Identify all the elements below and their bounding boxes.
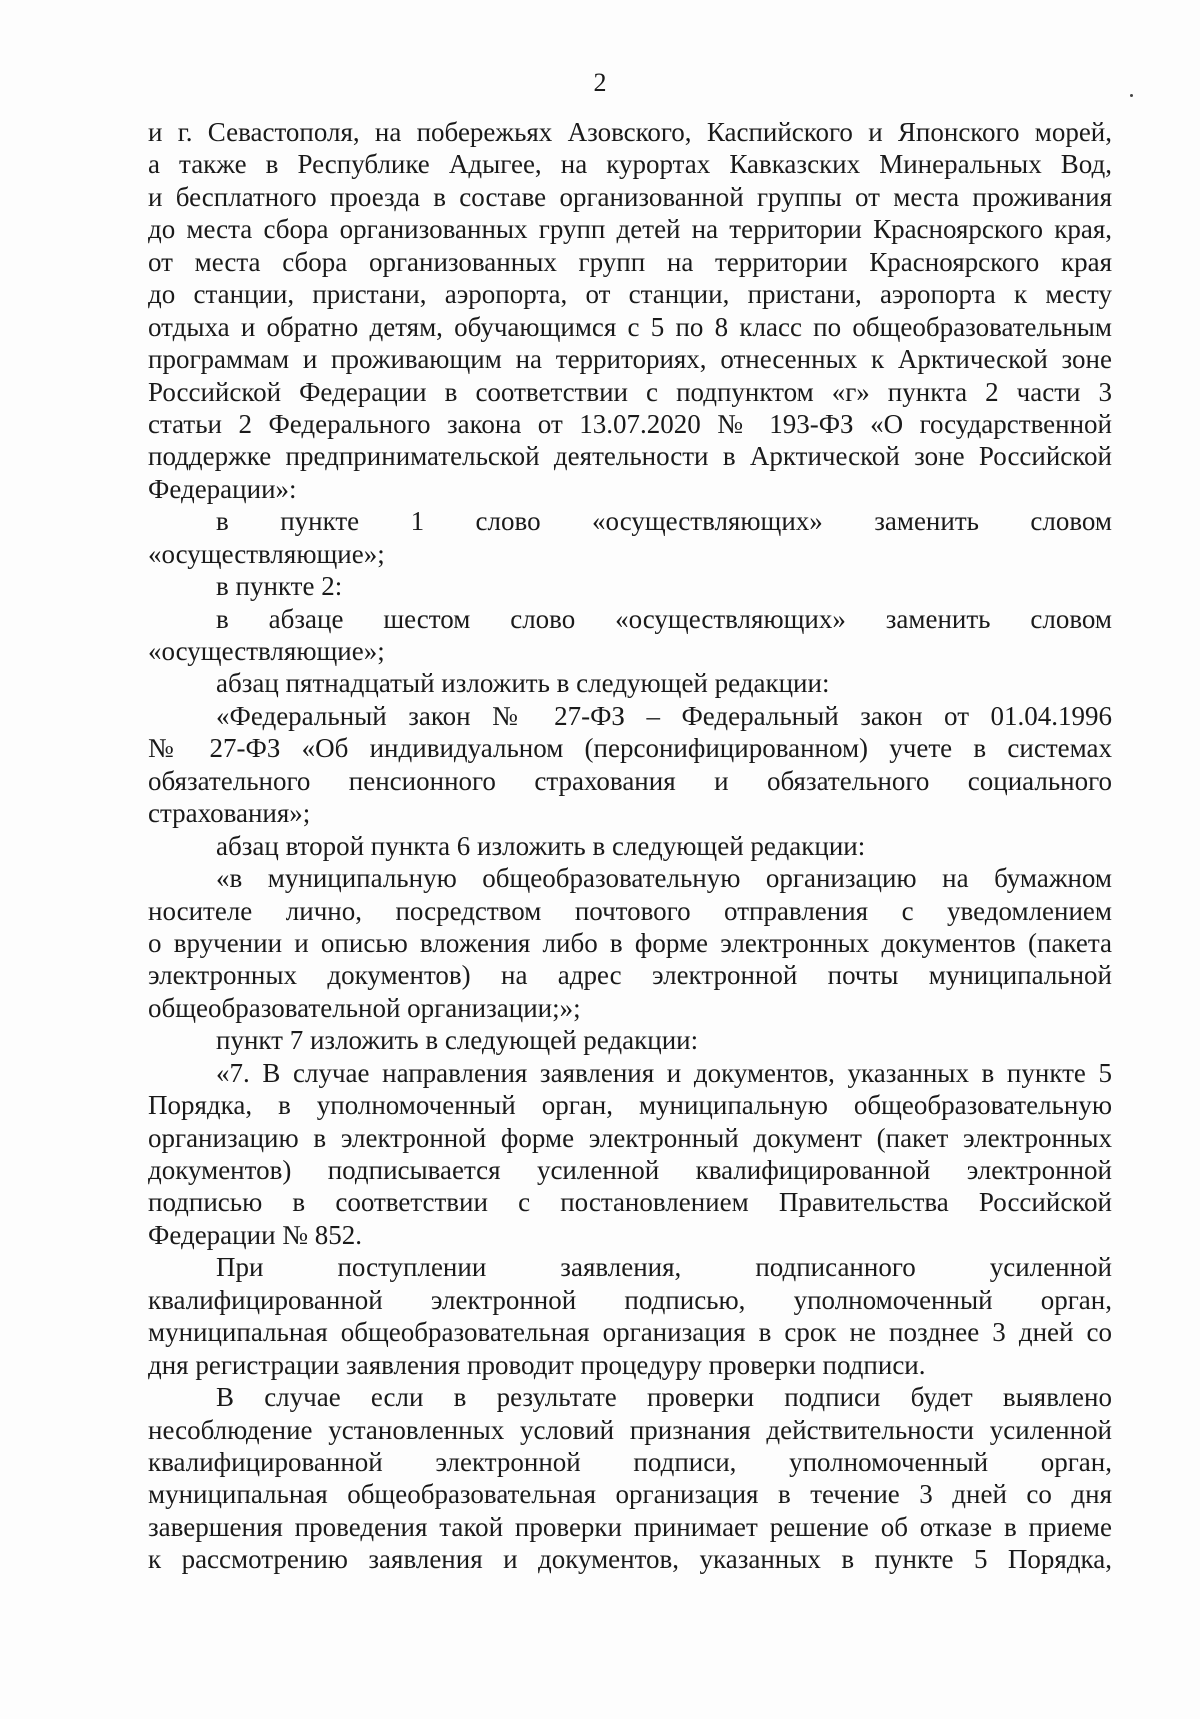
text-line: носителе лично, посредством почтового отправления с уведомлением xyxy=(148,895,1112,926)
text-line: поддержке предпринимательской деятельности в Арктической зоне Российской xyxy=(148,441,1112,472)
text-line: пункт 7 изложить в следующей редакции: xyxy=(216,1025,699,1056)
text-line: муниципальная общеобразовательная организация в срок не позднее 3 дней со xyxy=(148,1317,1112,1348)
page-number: 2 xyxy=(593,68,607,97)
text-line: и бесплатного проезда в составе организованной группы от места проживания xyxy=(148,181,1112,212)
text-line: абзац пятнадцатый изложить в следующей редакции: xyxy=(216,668,830,699)
text-line: о вручении и описью вложения либо в форме электронных документов (пакета xyxy=(148,927,1112,958)
text-line: электронных документов) на адрес электронной почты муниципальной xyxy=(148,960,1112,991)
text-line: квалифицированной электронной подписью, уполномоченный орган, xyxy=(148,1284,1112,1315)
text-line: «в муниципальную общеобразовательную организацию на бумажном xyxy=(216,863,1112,894)
text-line: в пункте 2: xyxy=(216,571,343,602)
text-line: «Федеральный закон № 27-ФЗ – Федеральный закон от 01.04.1996 xyxy=(216,700,1112,731)
text-line: абзац второй пункта 6 изложить в следующей редакции: xyxy=(216,830,866,861)
text-line: «осуществляющие»; xyxy=(148,636,385,666)
text-line: Российской Федерации в соответствии с подпунктом «г» пункта 2 части 3 xyxy=(148,376,1112,407)
text-line: до места сбора организованных групп детей на территории Красноярского края, xyxy=(148,214,1112,245)
text-line: «7. В случае направления заявления и документов, указанных в пункте 5 xyxy=(216,1057,1112,1088)
text-line: Федерации»: xyxy=(148,473,297,504)
text-line: № 27-ФЗ «Об индивидуальном (персонифицированном) учете в системах xyxy=(148,733,1112,764)
document-body xyxy=(148,116,1112,1576)
text-line: несоблюдение установленных условий признания действительности усиленной xyxy=(148,1414,1112,1445)
text-line: квалифицированной электронной подписи, уполномоченный орган, xyxy=(148,1446,1112,1477)
text-line: При поступлении заявления, подписанного усиленной xyxy=(216,1252,1112,1283)
text-line: от места сбора организованных групп на территории Красноярского края xyxy=(148,246,1112,277)
text-line: организацию в электронной форме электронный документ (пакет электронных xyxy=(148,1122,1112,1153)
text-line: обязательного пенсионного страхования и обязательного социального xyxy=(148,765,1112,796)
text-line: программам и проживающим на территориях, отнесенных к Арктической зоне xyxy=(148,344,1112,375)
text-line: документов) подписывается усиленной квалифицированной электронной xyxy=(148,1155,1112,1185)
text-line: общеобразовательной организации;»; xyxy=(148,992,581,1023)
text-line: Федерации № 852. xyxy=(148,1219,363,1250)
text-line: в абзаце шестом слово «осуществляющих» заменить словом xyxy=(216,603,1112,634)
scan-speck-mark xyxy=(1130,94,1133,97)
text-line: в пункте 1 слово «осуществляющих» заменить словом xyxy=(216,506,1112,537)
text-line: отдыха и обратно детям, обучающимся с 5 по 8 класс по общеобразовательным xyxy=(148,311,1112,342)
text-line: подписью в соответствии с постановлением Правительства Российской xyxy=(148,1187,1112,1218)
text-line: а также в Республике Адыгее, на курортах Кавказских Минеральных Вод, xyxy=(148,149,1112,180)
text-line: «осуществляющие»; xyxy=(148,538,385,569)
text-line: В случае если в результате проверки подписи будет выявлено xyxy=(216,1382,1112,1413)
text-line: статьи 2 Федерального закона от 13.07.2020 № 193-ФЗ «О государственной xyxy=(148,408,1112,439)
text-line: и г. Севастополя, на побережьях Азовского, Каспийского и Японского морей, xyxy=(148,117,1112,147)
text-line: к рассмотрению заявления и документов, указанных в пункте 5 Порядка, xyxy=(148,1544,1112,1575)
text-line: завершения проведения такой проверки принимает решение об отказе в приеме xyxy=(148,1511,1112,1542)
text-line: до станции, пристани, аэропорта, от станции, пристани, аэропорта к месту xyxy=(148,279,1112,310)
text-line: муниципальная общеобразовательная организация в течение 3 дней со дня xyxy=(148,1479,1112,1510)
text-line: страхования»; xyxy=(148,798,311,829)
text-line: дня регистрации заявления проводит процедуру проверки подписи. xyxy=(148,1349,926,1380)
text-line: Порядка, в уполномоченный орган, муниципальную общеобразовательную xyxy=(148,1090,1112,1121)
